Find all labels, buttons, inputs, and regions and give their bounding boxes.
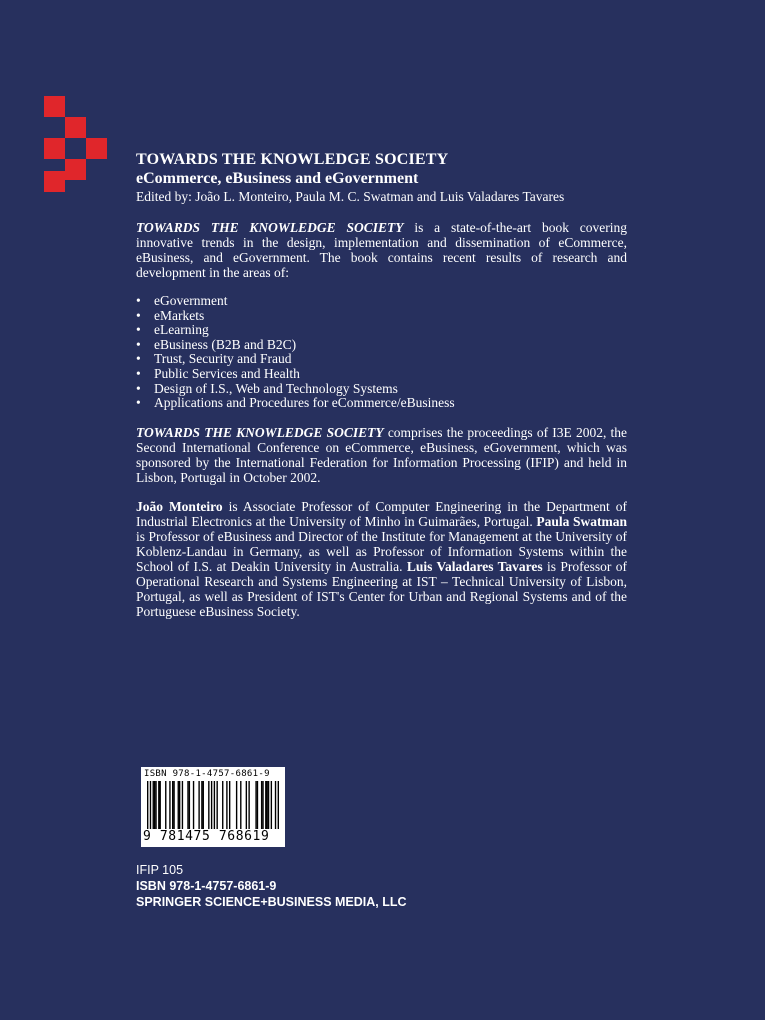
barcode-bar (211, 781, 212, 829)
barcode-isbn-label: ISBN 978-1-4757-6861-9 (144, 769, 270, 779)
publisher-logo (44, 96, 108, 192)
topic-label: eMarkets (154, 307, 205, 323)
list-item (136, 323, 627, 338)
title-emphasis: TOWARDS THE KNOWLEDGE SOCIETY (136, 220, 404, 235)
bullet-icon: • (136, 395, 141, 411)
barcode-bar (178, 781, 179, 829)
barcode-bar (261, 781, 262, 829)
topic-label: eGovernment (154, 293, 228, 308)
back-cover-text (136, 150, 627, 633)
logo-square (44, 138, 65, 159)
barcode-bar (179, 781, 180, 829)
bio-text: is Professor of eBusiness and Director of the Institute for Management at the University of Koblenz-Landau in Germany, as well as Professor of Information Systems within the School of I.S. at Deakin University in Australia. (136, 528, 627, 574)
list-item (136, 309, 627, 324)
barcode-bar (257, 781, 258, 829)
bullet-icon: • (136, 351, 141, 367)
barcode-bar (262, 781, 263, 829)
barcode-bar (236, 781, 237, 829)
list-item (136, 338, 627, 353)
list-item (136, 396, 627, 411)
bullet-icon: • (136, 293, 141, 308)
barcode-bar (266, 781, 267, 829)
barcode-bar (268, 781, 269, 829)
isbn-line: ISBN 978-1-4757-6861-9 (136, 879, 277, 893)
barcode-bar (187, 781, 188, 829)
list-item (136, 352, 627, 367)
logo-square (44, 171, 65, 192)
barcode-bar (193, 781, 194, 829)
barcode-bar (172, 781, 173, 829)
logo-square (86, 138, 107, 159)
bullet-icon: • (136, 322, 141, 338)
list-item (136, 382, 627, 397)
barcode-bars (147, 781, 279, 829)
editor-name: Paula Swatman (536, 513, 627, 529)
list-item (136, 367, 627, 382)
editor-bios-paragraph (136, 499, 627, 619)
barcode-bar (226, 781, 227, 829)
barcode-bar (160, 781, 161, 829)
barcode-bar (201, 781, 202, 829)
logo-square (65, 159, 86, 180)
barcode-bar (246, 781, 247, 829)
bullet-icon: • (136, 307, 141, 323)
barcode-bar (248, 781, 249, 829)
topics-list (136, 294, 627, 411)
topic-label: Public Services and Health (154, 365, 300, 381)
barcode-bar (147, 781, 148, 829)
barcode-bar (150, 781, 151, 829)
description-paragraph (136, 220, 627, 280)
barcode-bar (169, 781, 170, 829)
barcode-bar (265, 781, 266, 829)
barcode-bar (240, 781, 241, 829)
isbn-barcode (141, 767, 285, 847)
editors-line: Edited by: João L. Monteiro, Paula M. C. Swatman and Luis Valadares Tavares (136, 189, 565, 204)
proceedings-text: comprises the proceedings of I3E 2002, the Second International Conference on eCommerce, eBusiness, eGovernment, which was sponsored by the International Federation for Information Processing (IFIP) and held in Lisbon, Portugal in October 2002. (136, 424, 628, 485)
barcode-bar (214, 781, 215, 829)
bullet-icon: • (136, 365, 141, 381)
barcode-bar (158, 781, 159, 829)
bio-text: is Associate Professor of Computer Engineering in the Department of Industrial Electronics at the University of Minho in Guimarães, Portugal. (136, 498, 627, 529)
logo-square (44, 96, 65, 117)
barcode-bar (153, 781, 154, 829)
description-text: is a state-of-the-art book covering innovative trends in the design, implementation and dissemination of eCommerce, eBusiness, and eGovernment. The book contains recent results of research and development in the areas of: (136, 220, 628, 280)
barcode-bar (165, 781, 166, 829)
barcode-bar (208, 781, 209, 829)
topic-label: Applications and Procedures for eCommerce/eBusiness (154, 395, 455, 411)
book-subtitle: eCommerce, eBusiness and eGovernment (136, 170, 419, 187)
barcode-bar (154, 781, 155, 829)
book-title: TOWARDS THE KNOWLEDGE SOCIETY (136, 151, 449, 168)
barcode-bar (255, 781, 256, 829)
barcode-bar (271, 781, 272, 829)
editor-name: João Monteiro (136, 498, 223, 514)
topic-label: eLearning (154, 322, 209, 338)
topic-label: Design of I.S., Web and Technology Systems (154, 380, 398, 396)
barcode-bar (182, 781, 183, 829)
topic-label: eBusiness (B2B and B2C) (154, 336, 297, 352)
series-number: IFIP 105 (136, 863, 184, 877)
barcode-digits: 9 781475 768619 (143, 829, 270, 844)
title-emphasis: TOWARDS THE KNOWLEDGE SOCIETY (136, 424, 384, 440)
barcode-bar (222, 781, 223, 829)
barcode-bar (278, 781, 279, 829)
publisher-name: SPRINGER SCIENCE+BUSINESS MEDIA, LLC (136, 895, 407, 909)
barcode-bar (229, 781, 230, 829)
proceedings-paragraph (136, 425, 627, 485)
barcode-bar (275, 781, 276, 829)
barcode-bar (203, 781, 204, 829)
barcode-bar (173, 781, 174, 829)
logo-square (65, 117, 86, 138)
barcode-bar (198, 781, 199, 829)
barcode-bar (155, 781, 156, 829)
topic-label: Trust, Security and Fraud (154, 351, 292, 367)
cover-footer (136, 862, 407, 910)
bio-text: is Professor of Operational Research and Systems Engineering at IST – Technical University of Lisbon, Portugal, as well as President of IST's Center for Urban and Regional Systems and of the Portuguese eBusiness Society. (136, 558, 627, 619)
bullet-icon: • (136, 380, 141, 396)
bullet-icon: • (136, 336, 141, 352)
barcode-bar (189, 781, 190, 829)
list-item (136, 294, 627, 309)
barcode-bar (216, 781, 217, 829)
editor-name: Luis Valadares Tavares (406, 558, 543, 574)
